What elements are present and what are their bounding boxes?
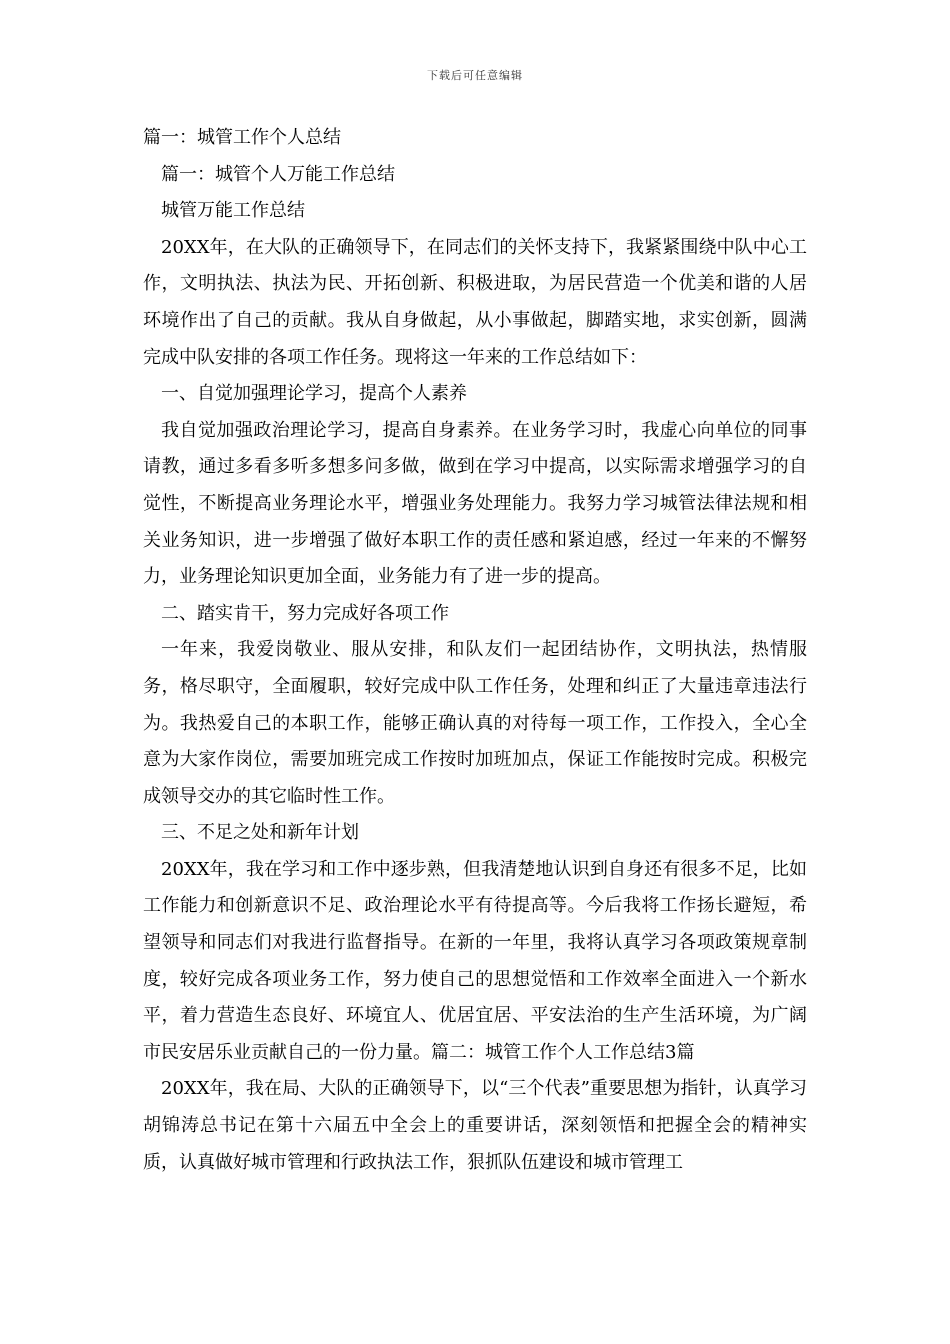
header-note: 下载后可任意编辑 <box>427 69 523 82</box>
paragraph-intro: 20XX年，在大队的正确领导下，在同志们的关怀支持下，我紧紧围绕中队中心工作，文明执法、执法为民、开拓创新、积极进取，为居民营造一个优美和谐的人居环境作出了自己的贡献。我从自身做起，从小事做起，脚踏实地，求实创新，圆满完成中队安排的各项工作任务。现将这一年来的工作总结如下： <box>143 236 807 368</box>
section-heading-2: 二、踏实肯干，努力完成好各项工作 <box>161 602 449 624</box>
paragraph-plan: 20XX年，我在学习和工作中逐步熟，但我清楚地认识到自身还有很多不足，比如工作能力和创新意识不足、政治理论水平有待提高等。今后我将工作扬长避短，希望领导和同志们对我进行监督指导。在新的一年里，我将认真学习各项政策规章制度，较好完成各项业务工作，努力使自己的思想觉悟和工作效率全面进入一个新水平，着力营造生态良好、环境宜人、优居宜居、平安法治的生产生活环境，为广阔市民安居乐业贡献自己的一份力量。篇二：城管工作个人工作总结3篇 <box>143 858 807 1063</box>
section-heading-1: 一、自觉加强理论学习，提高个人素养 <box>161 383 467 405</box>
document-body <box>143 120 807 1181</box>
paragraph-work: 一年来，我爱岗敬业、服从安排，和队友们一起团结协作，文明执法，热情服务，格尽职守，全面履职，较好完成中队工作任务，处理和纠正了大量违章违法行为。我热爱自己的本职工作，能够正确认真的对待每一项工作，工作投入，全心全意为大家作岗位，需要加班完成工作按时加班加点，保证工作能按时完成。积极完成领导交办的其它临时性工作。 <box>143 639 807 807</box>
paragraph-part2: 20XX年，我在局、大队的正确领导下，以“三个代表”重要思想为指针，认真学习胡锦涛总书记在第十六届五中全会上的重要讲话，深刻领悟和把握全会的精神实质，认真做好城市管理和行政执法工作，狠抓队伍建设和城市管理工 <box>143 1078 807 1173</box>
section-heading-3: 三、不足之处和新年计划 <box>161 822 359 844</box>
paragraph-study: 我自觉加强政治理论学习，提高自身素养。在业务学习时，我虚心向单位的同事请教，通过多看多听多想多问多做，做到在学习中提高，以实际需求增强学习的自觉性，不断提高业务理论水平，增强业务处理能力。我努力学习城管法律法规和相关业务知识，进一步增强了做好本职工作的责任感和紧迫感，经过一年来的不懈努力，业务理论知识更加全面，业务能力有了进一步的提高。 <box>143 419 807 588</box>
doc-heading: 城管万能工作总结 <box>161 200 305 222</box>
doc-subtitle: 篇一：城管个人万能工作总结 <box>161 163 395 185</box>
doc-title: 篇一：城管工作个人总结 <box>143 127 341 148</box>
